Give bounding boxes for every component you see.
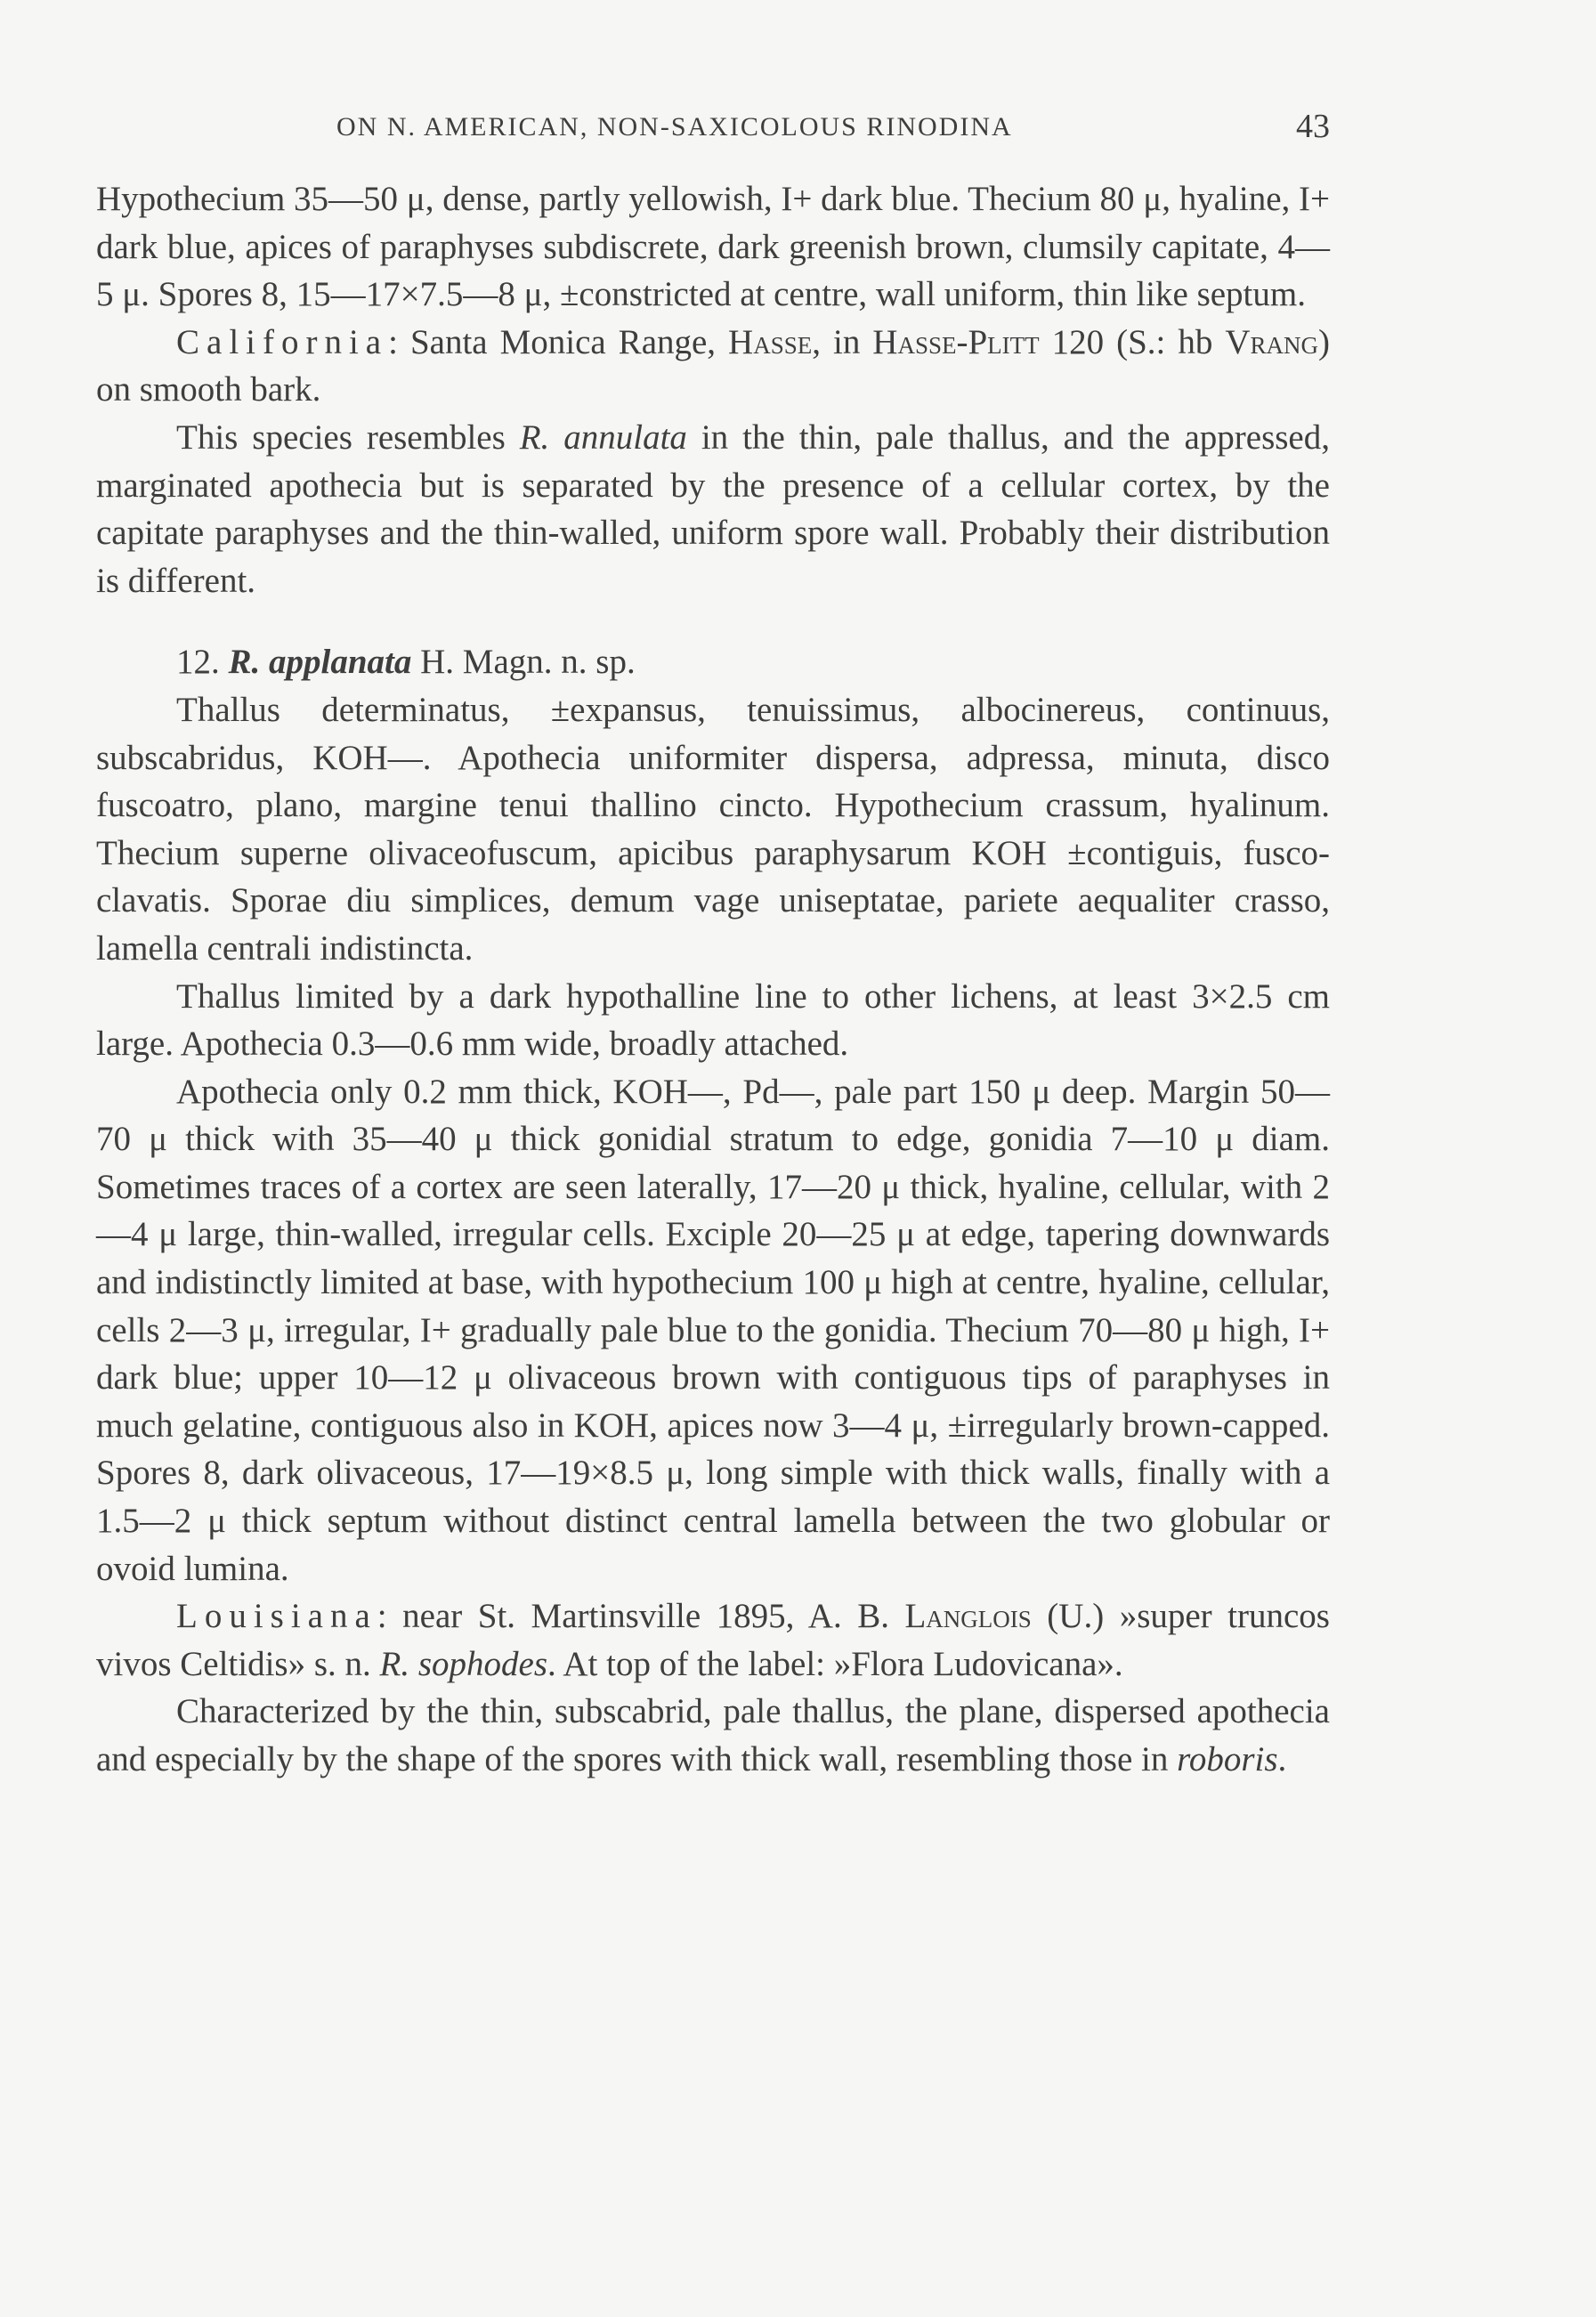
locality: California bbox=[176, 322, 389, 361]
text-run: This species resembles bbox=[176, 417, 520, 457]
text-run: Hypothecium 35—50 μ, dense, partly yellowish, I+ dark blue. Thecium 80 μ, hyaline, I+ dark blue, apices of paraphyses subdiscrete, dark greenish brown, clumsily capitate, 4—5 μ. Spores 8, 15—17×7.5—8 μ, ±constricted at centre, wall uniform, thin like septum. bbox=[96, 180, 1330, 314]
collector-name: Hasse bbox=[728, 322, 813, 361]
taxon-name: roboris bbox=[1177, 1740, 1278, 1778]
species-name: R. applanata bbox=[228, 643, 412, 682]
herbarium-name: Vrang bbox=[1225, 322, 1318, 361]
text-run: ) on smooth bark. bbox=[96, 322, 1330, 409]
species-heading bbox=[96, 638, 1330, 686]
body-text bbox=[96, 175, 1330, 1784]
text-run: . At top of the label: »Flora Ludovicana». bbox=[547, 1644, 1123, 1683]
thallus-description bbox=[96, 973, 1330, 1068]
page-header bbox=[96, 107, 1330, 160]
taxon-name: R. sophodes bbox=[379, 1644, 548, 1683]
text-run: (U.) »super truncos vivos Celtidis» s. n. bbox=[96, 1597, 1330, 1683]
text-run: Thallus determinatus, ±expansus, tenuissimus, albocinereus, continuus, subscabridus, KOH—. Apothecia uniformiter dispersa, adpressa, minuta, disco fuscoatro, plano, margine tenui thallino cincto. Hypothecium crassum, hyalinum. Thecium superne olivaceofuscum, apicibus paraphysarum KOH ±contiguis, fusco-clavatis. Sporae diu simplices, demum vage uniseptatae, pariete aequaliter crasso, lamella centrali indistincta. bbox=[96, 690, 1330, 968]
description-paragraph-continued bbox=[96, 175, 1330, 319]
text-run: : near St. Martinsville 1895, A. B. bbox=[377, 1597, 905, 1636]
text-run: Thallus limited by a dark hypothalline line to other lichens, at least 3×2.5 cm large. Apothecia 0.3—0.6 mm wide, broadly attached. bbox=[96, 976, 1330, 1064]
specimen-citation-california bbox=[96, 319, 1330, 414]
species-author: H. Magn. n. sp. bbox=[420, 643, 636, 682]
document-page bbox=[96, 0, 1330, 2317]
locality: Louisiana bbox=[176, 1597, 377, 1636]
text-run: Characterized by the thin, subscabrid, pale thallus, the plane, dispersed apothecia and especially by the shape of the spores with thick wall, resembling those in bbox=[96, 1692, 1330, 1778]
taxon-name: R. annulata bbox=[519, 417, 687, 457]
collector-name: Hasse-Plitt bbox=[872, 322, 1040, 361]
latin-diagnosis bbox=[96, 686, 1330, 973]
specimen-citation-louisiana bbox=[96, 1592, 1330, 1688]
text-run: : Santa Monica Range, bbox=[388, 322, 729, 361]
collector-name: Langlois bbox=[904, 1597, 1032, 1636]
apothecia-description bbox=[96, 1068, 1330, 1593]
text-run: Apothecia only 0.2 mm thick, KOH—, Pd—, pale part 150 μ deep. Margin 50—70 μ thick with 35—40 μ thick gonidial stratum to edge, gonidia 7—10 μ diam. Sometimes traces of a cortex are seen laterally, 17—20 μ thick, hyaline, cellular, with 2—4 μ large, thin-walled, irregular cells. Exciple 20—25 μ at edge, tapering downwards and indistinctly limited at base, with hypothecium 100 μ high at centre, hyaline, cellular, cells 2—3 μ, irregular, I+ gradually pale blue to the gonidia. Thecium 70—80 μ high, I+ dark blue; upper 10—12 μ olivaceous brown with contiguous tips of paraphyses in much gelatine, contiguous also in KOH, apices now 3—4 μ, ±irregularly brown-capped. Spores 8, dark olivaceous, 17—19×8.5 μ, long simple with thick walls, finally with a 1.5—2 μ thick septum without distinct central lamella between the two globular or ovoid lumina. bbox=[96, 1072, 1330, 1588]
text-run: 120 (S.: hb bbox=[1039, 322, 1226, 361]
running-title: ON N. AMERICAN, NON-SAXICOLOUS RINODINA bbox=[336, 112, 1013, 142]
species-number: 12. bbox=[176, 643, 220, 682]
characterization-paragraph bbox=[96, 1688, 1330, 1783]
text-run: , in bbox=[812, 322, 873, 361]
text-run: in the thin, pale thallus, and the appressed, marginated apothecia but is separated by the presence of a cellular cortex, by the capitate paraphyses and the thin-walled, uniform spore wall. Probably their distribution is different. bbox=[96, 417, 1330, 600]
text-run: . bbox=[1277, 1740, 1287, 1778]
comparison-paragraph bbox=[96, 414, 1330, 604]
page-number: 43 bbox=[1296, 108, 1330, 145]
